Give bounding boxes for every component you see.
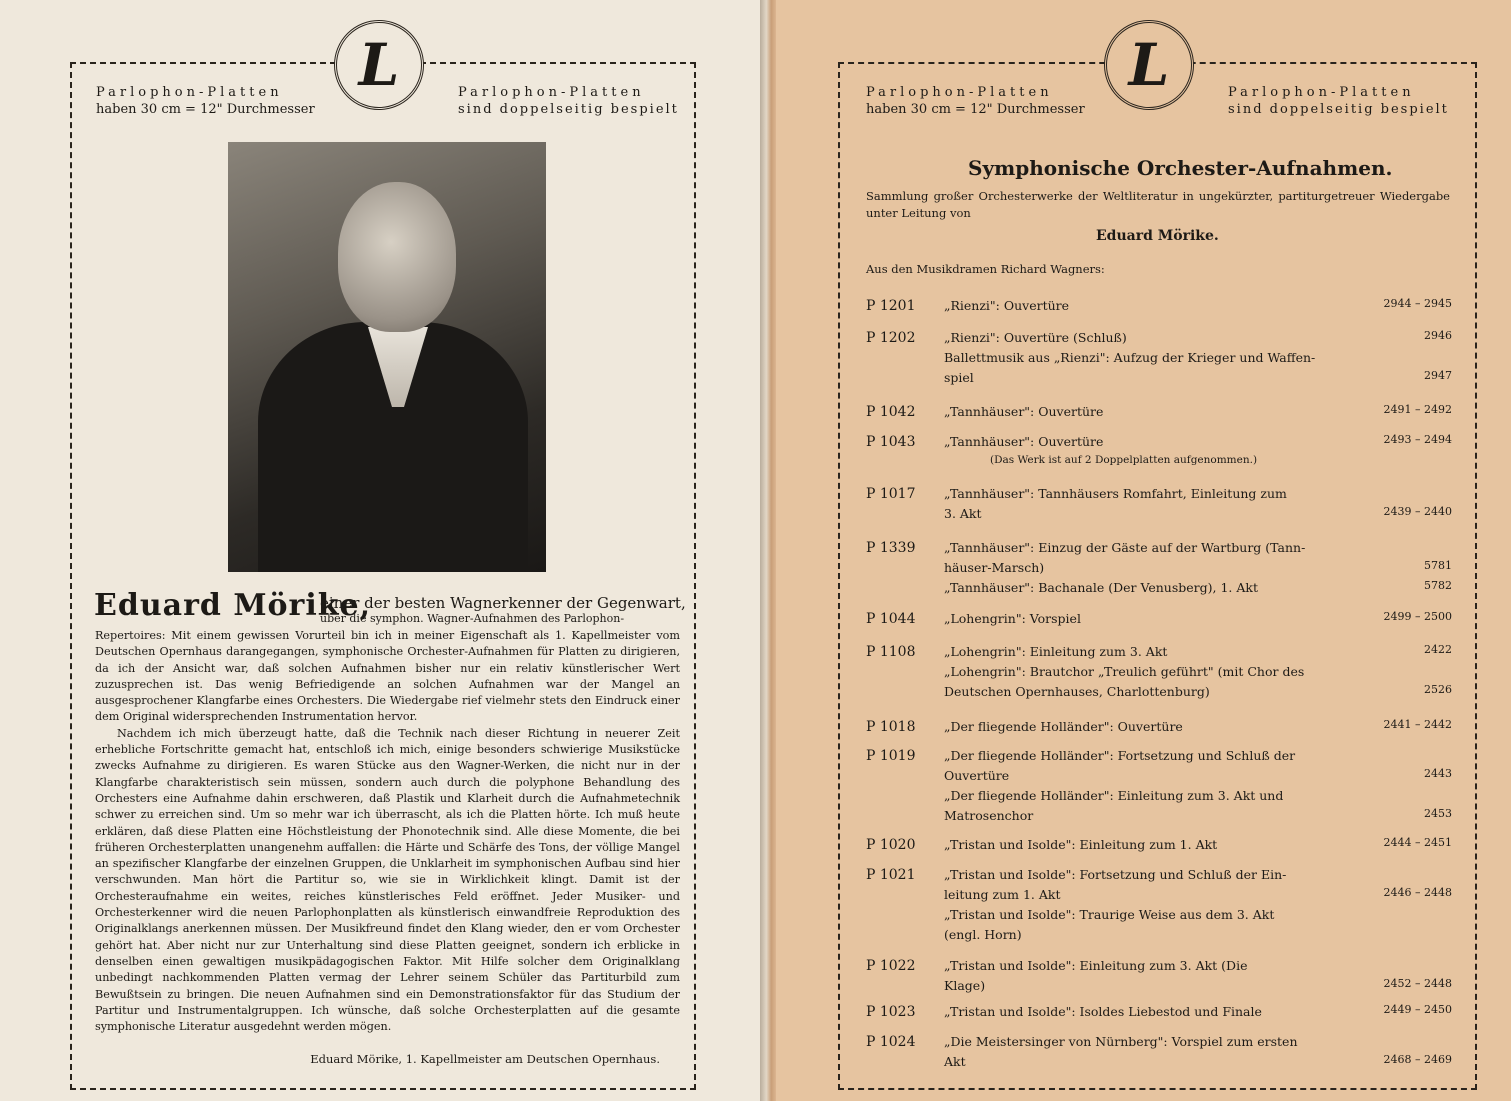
portrait-photo: [228, 142, 546, 572]
entry-title-line: (engl. Horn): [944, 927, 1022, 942]
matrix-number: 2422: [1424, 643, 1452, 656]
matrix-number: 5781: [1424, 559, 1452, 572]
matrix-number: 2453: [1424, 807, 1452, 820]
entry-title-line: „Der fliegende Holländer": Ouvertüre: [944, 719, 1183, 734]
catalog-number: P 1042: [866, 404, 916, 420]
entry-title-line: „Tristan und Isolde": Einleitung zum 1. Akt: [944, 837, 1218, 852]
matrix-number: 2499 – 2500: [1383, 610, 1452, 623]
catalog-number: P 1201: [866, 298, 916, 314]
catalog-number: P 1018: [866, 719, 916, 735]
matrix-number: 2946: [1424, 329, 1452, 342]
catalog-number: P 1021: [866, 867, 916, 883]
entry-title-line: „Lohengrin": Vorspiel: [944, 611, 1081, 626]
entry-title-line: „Tristan und Isolde": Isoldes Liebestod und Finale: [944, 1004, 1262, 1019]
entry-title-line: Matrosenchor: [944, 808, 1034, 823]
catalog-intro: Sammlung großer Orchesterwerke der Weltliteratur in ungekürzter, partiturgetreuer Wiedergabe unter Leitung von: [866, 189, 1450, 220]
matrix-number: 2449 – 2450: [1383, 1003, 1452, 1016]
matrix-number: 2526: [1424, 683, 1452, 696]
entry-title-line: „Tristan und Isolde": Fortsetzung und Schluß der Ein-: [944, 867, 1287, 882]
catalog-number: P 1017: [866, 486, 916, 502]
entry-title-line: „Tannhäuser": Tannhäusers Romfahrt, Einleitung zum: [944, 486, 1287, 501]
entry-title-line: „Tristan und Isolde": Traurige Weise aus dem 3. Akt: [944, 907, 1275, 922]
header-left-note-right: [866, 84, 1085, 118]
catalog-number: P 1020: [866, 837, 916, 853]
entry-title-line: „Rienzi": Ouvertüre: [944, 298, 1070, 313]
matrix-number: 2493 – 2494: [1383, 433, 1452, 446]
entry-title-line: „Lohengrin": Brautchor „Treulich geführt" (mit Chor des: [944, 664, 1305, 679]
catalog-number: P 1044: [866, 611, 916, 627]
matrix-number: 2452 – 2448: [1383, 977, 1452, 990]
header-left-note: [96, 84, 315, 118]
matrix-number: 2491 – 2492: [1383, 403, 1452, 416]
catalog-number: P 1024: [866, 1034, 916, 1050]
entry-title-line: Ouvertüre: [944, 768, 1010, 783]
conductor-name: Eduard Mörike,: [94, 588, 372, 623]
matrix-number: 2947: [1424, 369, 1452, 382]
entry-title-line: spiel: [944, 370, 974, 385]
header-right-note: [458, 84, 679, 118]
portrait-face: [338, 182, 456, 332]
entry-title-line: leitung zum 1. Akt: [944, 887, 1061, 902]
matrix-number: 2439 – 2440: [1383, 505, 1452, 518]
header-left-line1-right: Parlophon-Platten: [866, 85, 1053, 100]
header-left-line2: haben 30 cm = 12" Durchmesser: [96, 102, 315, 117]
entry-note: (Das Werk ist auf 2 Doppelplatten aufgenommen.): [990, 454, 1258, 466]
entry-title-line: „Lohengrin": Einleitung zum 3. Akt: [944, 644, 1168, 659]
catalog-title: Symphonische Orchester-Aufnahmen.: [968, 156, 1393, 180]
catalog-number: P 1023: [866, 1004, 916, 1020]
name-continuation: einer der besten Wagnerkenner der Gegenwart,: [320, 594, 686, 612]
matrix-number: 2468 – 2469: [1383, 1053, 1452, 1066]
entry-title-line: Ballettmusik aus „Rienzi": Aufzug der Krieger und Waffen-: [944, 350, 1316, 365]
header-right-line2: sind doppelseitig bespielt: [458, 102, 679, 117]
catalog-number: P 1019: [866, 748, 916, 764]
matrix-number: 2944 – 2945: [1383, 297, 1452, 310]
parlophon-logo-emblem-right: [1104, 20, 1194, 110]
entry-title-line: Klage): [944, 978, 986, 993]
catalog-number: P 1022: [866, 958, 916, 974]
header-right-note-right: [1228, 84, 1449, 118]
catalog-subhead: Aus den Musikdramen Richard Wagners:: [866, 262, 1105, 276]
entry-title-line: Akt: [944, 1054, 966, 1069]
entry-title-line: „Tannhäuser": Ouvertüre: [944, 404, 1104, 419]
matrix-number: 2444 – 2451: [1383, 836, 1452, 849]
signature-line: Eduard Mörike, 1. Kapellmeister am Deutschen Opernhaus.: [310, 1052, 660, 1066]
entry-title-line: „Der fliegende Holländer": Einleitung zum 3. Akt und: [944, 788, 1284, 803]
matrix-number: 2446 – 2448: [1383, 886, 1452, 899]
catalog-conductor: Eduard Mörike.: [1096, 228, 1219, 244]
entry-title-line: „Die Meistersinger von Nürnberg": Vorspiel zum ersten: [944, 1034, 1298, 1049]
catalog-number: P 1043: [866, 434, 916, 450]
entry-title-line: „Der fliegende Holländer": Fortsetzung und Schluß der: [944, 748, 1296, 763]
entry-title-line: häuser-Marsch): [944, 560, 1045, 575]
header-left-line2-right: haben 30 cm = 12" Durchmesser: [866, 102, 1085, 117]
bio-paragraph-2: Nachdem ich mich überzeugt hatte, daß die Technik nach dieser Richtung in neuerer Zeit erhebliche Fortschritte gemacht hat, entschloß ich mich, einige besonders schwierige Musikstücke zwecks Aufnahme zu dirigieren. Es waren Stücke aus den Wagner-Werken, die nicht nur in der Klangfarbe charakteristisch sein müssen, sondern auch durch die polyphone Behandlung des Orchesters eine Aufnahme dahin erschweren, daß Plastik und Klarheit durch die Aufnahmetechnik schwer zu erreichen sind. Um so mehr war ich überrascht, als ich die Platten hörte. Ich muß heute erklären, daß diese Platten eine Höchstleistung der Phonotechnik sind. Alle diese Momente, die bei früheren Orchesterplatten unangenehm auffallen: die Härte und Schärfe des Tons, der völlige Mangel an spezifischer Klangfarbe der einzelnen Gruppen, die Unklarheit im symphonischen Aufbau sind hier verschwunden. Man hört die Partitur so, wie sie in Wirklichkeit klingt. Damit ist der Orchesteraufnahme ein weites, reiches künstlerisches Feld eröffnet. Jeder Musiker- und Orchesterkenner wird die neuen Parlophonplatten als künstlerisch einwandfreie Reproduktion des Originalklangs anerkennen müssen. Der Musikfreund findet den Klang wieder, den er vom Orchester gehört hat. Aber nicht nur zur Unterhaltung sind diese Platten geeignet, sondern ich erblicke in denselben einen gewaltigen musikpädagogischen Faktor. Mit Hilfe solcher dem Originalklang unbedingt nachkommenden Platten vermag der Lehrer seinem Schüler das Partiturbild zum Bewußtsein zu bringen. Die neuen Aufnahmen sind ein Demonstrationsfaktor für das Studium der Partitur und Instrumentalgruppen. Ich wünsche, daß solche Orchesterplatten auf die gesamte symphonische Literatur ausgedehnt werden mögen.: [95, 726, 680, 1034]
header-right-line1-right: Parlophon-Platten: [1228, 85, 1415, 100]
matrix-number: 2443: [1424, 767, 1452, 780]
name-continuation-2: über die symphon. Wagner-Aufnahmen des Parlophon-: [320, 612, 625, 625]
entry-title-line: Deutschen Opernhauses, Charlottenburg): [944, 684, 1210, 699]
catalog-number: P 1108: [866, 644, 916, 660]
catalog-number: P 1339: [866, 540, 916, 556]
bio-paragraph-1: Repertoires: Mit einem gewissen Vorurteil bin ich in meiner Eigenschaft als 1. Kapellmeister vom Deutschen Opernhaus darangegangen, symphonische Orchester-Aufnahmen für Platten zu dirigieren, da ich der Ansicht war, daß solchen Aufnahmen bisher nur ein relativ künstlerischer Wert zuzusprechen ist. Das wenig Befriedigende an solchen Aufnahmen war der Mangel an ausgesprochener Klangfarbe eines Orchesters. Die Wiedergabe rief vielmehr stets den Eindruck einer dem Original widersprechenden Instrumentation hervor.: [95, 629, 680, 724]
entry-title-line: „Tristan und Isolde": Einleitung zum 3. Akt (Die: [944, 958, 1248, 973]
entry-title-line: „Tannhäuser": Ouvertüre: [944, 434, 1104, 449]
logo-letter-right: L: [1128, 31, 1170, 99]
parlophon-logo-emblem: [334, 20, 424, 110]
header-right-line2-right: sind doppelseitig bespielt: [1228, 102, 1449, 117]
book-gutter: [760, 0, 776, 1101]
logo-letter: L: [358, 31, 400, 99]
entry-title-line: „Tannhäuser": Einzug der Gäste auf der Wartburg (Tann-: [944, 540, 1306, 555]
entry-title-line: „Tannhäuser": Bachanale (Der Venusberg), 1. Akt: [944, 580, 1259, 595]
catalog-number: P 1202: [866, 330, 916, 346]
entry-title-line: „Rienzi": Ouvertüre (Schluß): [944, 330, 1127, 345]
header-right-line1: Parlophon-Platten: [458, 85, 645, 100]
matrix-number: 2441 – 2442: [1383, 718, 1452, 731]
matrix-number: 5782: [1424, 579, 1452, 592]
biography-text: [95, 628, 680, 1035]
header-left-line1: Parlophon-Platten: [96, 85, 283, 100]
entry-title-line: 3. Akt: [944, 506, 982, 521]
